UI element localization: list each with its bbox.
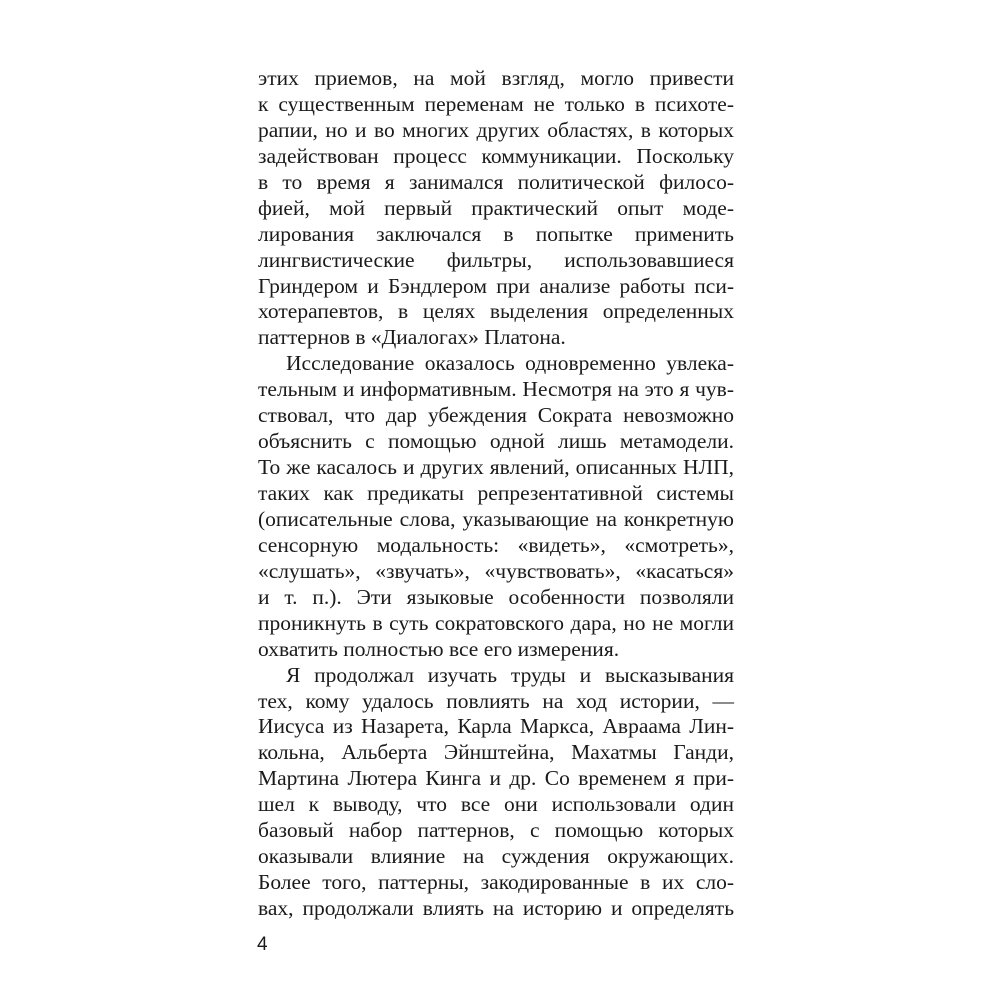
text-line: Я продолжал изучать труды и высказывания	[286, 662, 734, 687]
text-line: ствовал, что дар убеждения Сократа невозможно	[258, 403, 734, 428]
text-line: шел к выводу, что все они использовали один	[258, 792, 734, 817]
text-line: лирования заключался в попытке применить	[258, 221, 734, 246]
text-line: рапии, но и во многих других областях, в которых	[258, 117, 734, 142]
text-line: задействован процесс коммуникации. Поскольку	[258, 143, 734, 168]
text-line: охватить полностью все его измерения.	[258, 636, 620, 661]
text-line: кольна, Альберта Эйнштейна, Махатмы Ганди,	[258, 740, 734, 765]
text-line: «слушать», «звучать», «чувствовать», «касаться»	[258, 558, 734, 583]
text-line: сенсорную модальность: «видеть», «смотреть»,	[258, 532, 734, 557]
paragraph-3	[258, 663, 734, 922]
body-text	[258, 66, 734, 922]
text-line: базовый набор паттернов, с помощью которых	[258, 818, 734, 843]
text-line: То же касалось и других явлений, описанных НЛП,	[258, 455, 734, 480]
page-number: 4	[257, 934, 268, 955]
text-line: объяснить с помощью одной лишь метамодели.	[258, 429, 734, 454]
text-line: к существенным переменам не только в психоте-	[258, 91, 734, 116]
paragraph-2	[258, 351, 734, 662]
text-line: Более того, паттерны, закодированные в их сло-	[258, 870, 734, 895]
text-line: и т. п.). Эти языковые особенности позволяли	[258, 584, 734, 609]
text-line: Иисуса из Назарета, Карла Маркса, Авраама Лин-	[258, 714, 734, 739]
text-line: Мартина Лютера Кинга и др. Со временем я при-	[258, 766, 734, 791]
paragraph-1	[258, 66, 734, 351]
text-line: проникнуть в суть сократовского дара, но не могли	[258, 610, 734, 635]
text-line: в то время я занимался политической филосо-	[258, 169, 734, 194]
text-line: фией, мой первый практический опыт моде-	[258, 195, 734, 220]
text-line: оказывали влияние на суждения окружающих.	[258, 844, 734, 869]
text-line: паттернов в «Диалогах» Платона.	[258, 325, 566, 350]
text-line: тех, кому удалось повлиять на ход истории, —	[258, 688, 734, 713]
text-line: (описательные слова, указывающие на конкретную	[258, 506, 734, 531]
text-line: хотерапевтов, в целях выделения определенных	[258, 299, 734, 324]
text-line: Гриндером и Бэндлером при анализе работы пси-	[258, 273, 734, 298]
text-line: таких как предикаты репрезентативной системы	[258, 481, 734, 505]
text-line: лингвистические фильтры, использовавшиеся	[258, 247, 734, 272]
text-line: Исследование оказалось одновременно увлека-	[286, 351, 734, 376]
text-line: этих приемов, на мой взгляд, могло привести	[258, 66, 734, 90]
text-line: вах, продолжали влиять на историю и определять	[258, 896, 734, 920]
text-line: тельным и информативным. Несмотря на это я чув-	[258, 377, 734, 402]
